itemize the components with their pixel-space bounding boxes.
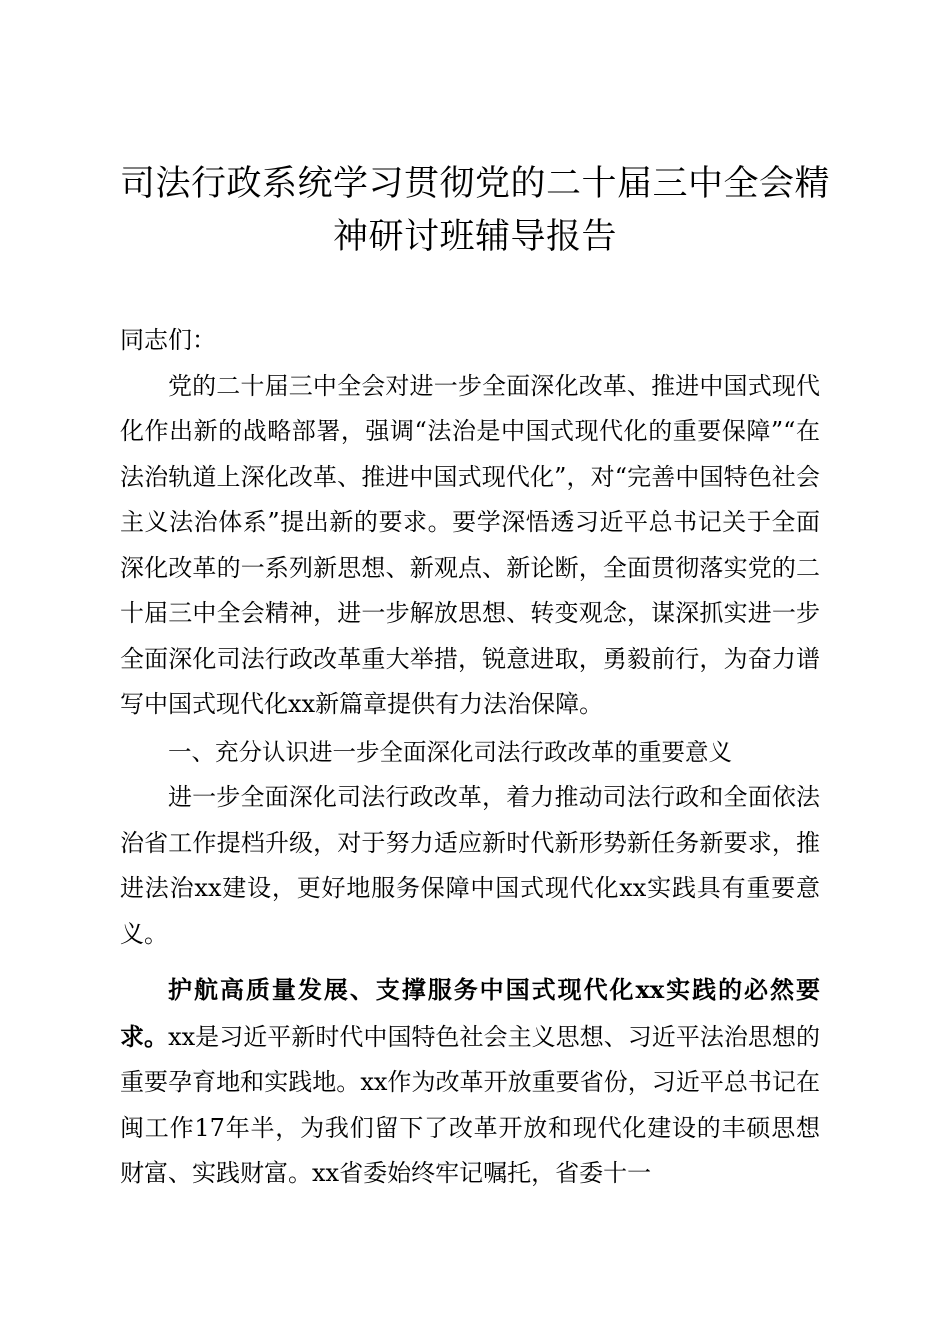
title-line-1: 司法行政系统学习贯彻党的二十届三中全会精 xyxy=(119,164,830,204)
paragraph-intro: 党的二十届三中全会对进一步全面深化改革、推进中国式现代化作出新的战略部署，强调“法治是中国式现代化的重要保障”“在法治轨道上深化改革、推进中国式现代化”，对“完善中国特色社会主义法治体系”提出新的要求。要学深悟透习近平总书记关于全面深化改革的一系列新思想、新观点、新论断，全面贯彻落实党的二十届三中全会精神，进一步解放思想、转变观念，谋深抓实进一步全面深化司法行政改革重大举措，锐意进取，勇毅前行，为奋力谱写中国式现代化xx新篇章提供有力法治保障。 xyxy=(120,371,820,718)
greeting: 同志们： xyxy=(120,326,216,354)
title-line-2: 神研讨班辅导报告 xyxy=(332,217,617,257)
section-heading-1: 一、充分认识进一步全面深化司法行政改革的重要意义 xyxy=(168,737,732,766)
paragraph-requirement xyxy=(120,967,820,1197)
paragraph-lead-bold: 护航高质量发展、支撑服务中国式现代化xx实践的必然要求。 xyxy=(120,975,820,1051)
paragraph-requirement-text: xx是习近平新时代中国特色社会主义思想、习近平法治思想的重要孕育地和实践地。xx作为改革开放重要省份，习近平总书记在闽工作17年半，为我们留下了改革开放和现代化建设的丰硕思想财富、实践财富。xx省委始终牢记嘱托，省委十一 xyxy=(120,1022,821,1187)
paragraph-significance: 进一步全面深化司法行政改革，着力推动司法行政和全面依法治省工作提档升级，对于努力适应新时代新形势新任务新要求，推进法治xx建设，更好地服务保障中国式现代化xx实践具有重要意义。 xyxy=(120,783,820,948)
document-title xyxy=(100,158,850,264)
document-body xyxy=(120,318,820,1197)
